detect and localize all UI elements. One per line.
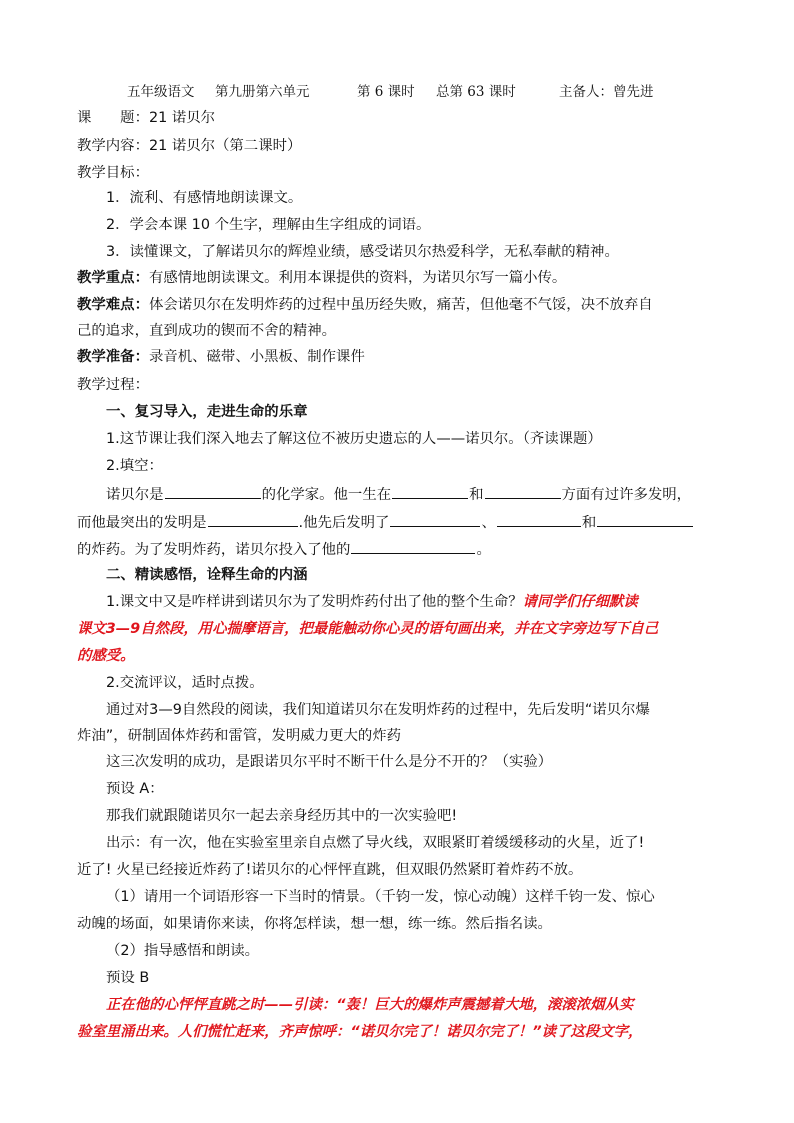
- section2-heading: 二、精读感悟，诠释生命的内涵: [106, 567, 308, 583]
- topic-row: [77, 108, 215, 128]
- difficulties-text: 体会诺贝尔在发明炸药的过程中虽历经失败，痛苦，但他毫不气馁，决不放弃自: [148, 297, 653, 313]
- show-line2: 近了! 火星已经接近炸药了!诺贝尔的心怦怦直跳，但双眼仍然紧盯着炸药不放。: [77, 862, 583, 878]
- fill-line-3: [77, 538, 491, 560]
- fill-blank[interactable]: [597, 511, 693, 527]
- fill-line-1: [106, 483, 691, 505]
- fill-text: 而他最突出的发明是: [77, 515, 207, 531]
- paragraph-3: 那我们就跟随诺贝尔一起去亲身经历其中的一次实验吧!: [106, 808, 458, 824]
- question-1-instruction-line3: 的感受。: [77, 648, 135, 664]
- fill-blank[interactable]: [351, 538, 475, 554]
- fill-blank[interactable]: [392, 483, 468, 499]
- fill-text: .他先后发明了: [298, 515, 390, 531]
- topic-value: 21 诺贝尔: [148, 110, 216, 126]
- question-1-instruction-line2: 课文3—9自然段，用心揣摩语言，把最能触动你心灵的语句画出来，并在文字旁边写下自己: [77, 621, 659, 637]
- key-points-row: [77, 268, 566, 288]
- paragraph-1-line1: 通过对3—9自然段的阅读，我们知道诺贝尔在发明炸药的过程中，先后发明“诺贝尔爆: [106, 702, 650, 718]
- fill-text: 和: [581, 515, 597, 531]
- fill-text: 、: [481, 515, 496, 531]
- section1-item1: 1.这节课让我们深入地去了解这位不被历史遗忘的人——诺贝尔。（齐读课题）: [106, 431, 602, 447]
- header-lesson: 第 6 课时: [357, 84, 415, 100]
- preparation-row: [77, 347, 365, 367]
- preset-b: 预设 B: [106, 970, 150, 986]
- show-line1: 出示：有一次，他在实验室里亲自点燃了导火线，双眼紧盯着缓缓移动的火星，近了!: [106, 835, 645, 851]
- fill-text: 诺贝尔是: [106, 487, 164, 503]
- question-1: [106, 592, 638, 612]
- difficulties-label: 教学难点：: [77, 297, 149, 313]
- goal-item: 1．流利、有感情地朗读课文。: [106, 190, 303, 206]
- header-total: 总第 63 课时: [436, 84, 516, 100]
- topic-label: 课 题：: [77, 110, 149, 126]
- header-book-unit: 第九册第六单元: [215, 84, 310, 100]
- section1-item2: 2.填空：: [106, 458, 163, 474]
- red-quote-line1: 正在他的心怦怦直跳之时——引读：“轰！巨大的爆炸声震撼着大地，滚滚浓烟从实: [106, 997, 634, 1013]
- difficulties-line2: 己的追求，直到成功的锲而不舍的精神。: [77, 323, 337, 339]
- fill-text: 。: [476, 542, 491, 558]
- sub-item-1-line2: 动魄的场面，如果请你来读，你将怎样读，想一想，练一练。然后指名读。: [77, 916, 552, 932]
- header-subject: 五年级语文: [127, 84, 195, 100]
- fill-blank[interactable]: [497, 511, 581, 527]
- red-quote-line2: 验室里涌出来。人们慌忙赶来，齐声惊呼：“诺贝尔完了！诺贝尔完了！”读了这段文字，: [77, 1024, 643, 1040]
- question-1-text: 1.课文中又是咋样讲到诺贝尔为了发明炸药付出了他的整个生命？: [106, 594, 523, 610]
- content-label: 教学内容：: [77, 138, 149, 154]
- fill-blank[interactable]: [208, 511, 298, 527]
- difficulties-row: [77, 295, 653, 315]
- fill-text: 的炸药。为了发明炸药，诺贝尔投入了他的: [77, 542, 351, 558]
- paragraph-1-line2: 炸油”，研制固体炸药和雷管，发明威力更大的炸药: [77, 728, 402, 744]
- content-value: 21 诺贝尔（第二课时）: [148, 138, 302, 154]
- section2-item2: 2.交流评议，适时点拨。: [106, 675, 264, 691]
- goal-item: 2．学会本课 10 个生字，理解由生字组成的词语。: [106, 217, 431, 233]
- fill-blank[interactable]: [390, 511, 480, 527]
- fill-text: 方面有过许多发明，: [561, 487, 692, 503]
- paragraph-2: 这三次发明的成功，是跟诺贝尔平时不断干什么是分不开的？（实验）: [106, 754, 553, 770]
- key-points-text: 有感情地朗读课文。利用本课提供的资料，为诺贝尔写一篇小传。: [148, 270, 567, 286]
- fill-blank[interactable]: [485, 483, 561, 499]
- question-1-instruction: 请同学们仔细默读: [522, 594, 638, 610]
- preparation-text: 录音机、磁带、小黑板、制作课件: [148, 349, 365, 365]
- section1-heading: 一、复习导入，走进生命的乐章: [106, 404, 308, 420]
- fill-text: 的化学家。他一生在: [261, 487, 392, 503]
- preparation-label: 教学准备：: [77, 349, 149, 365]
- fill-line-2: [77, 511, 694, 533]
- goal-item: 3．读懂课文，了解诺贝尔的辉煌业绩，感受诺贝尔热爱科学，无私奉献的精神。: [106, 244, 619, 260]
- preset-a: 预设 A：: [106, 781, 164, 797]
- fill-blank[interactable]: [165, 483, 261, 499]
- header-preparer: 主备人：曾先进: [559, 84, 654, 100]
- process-label: 教学过程：: [77, 377, 149, 393]
- goals-label: 教学目标：: [77, 165, 149, 181]
- fill-text: 和: [469, 487, 484, 503]
- sub-item-1-line1: （1）请用一个词语形容一下当时的情景。（千钧一发，惊心动魄）这样千钧一发、惊心: [106, 889, 655, 905]
- content-row: [77, 136, 301, 156]
- sub-item-2: （2）指导感悟和朗读。: [106, 943, 260, 959]
- key-points-label: 教学重点：: [77, 270, 149, 286]
